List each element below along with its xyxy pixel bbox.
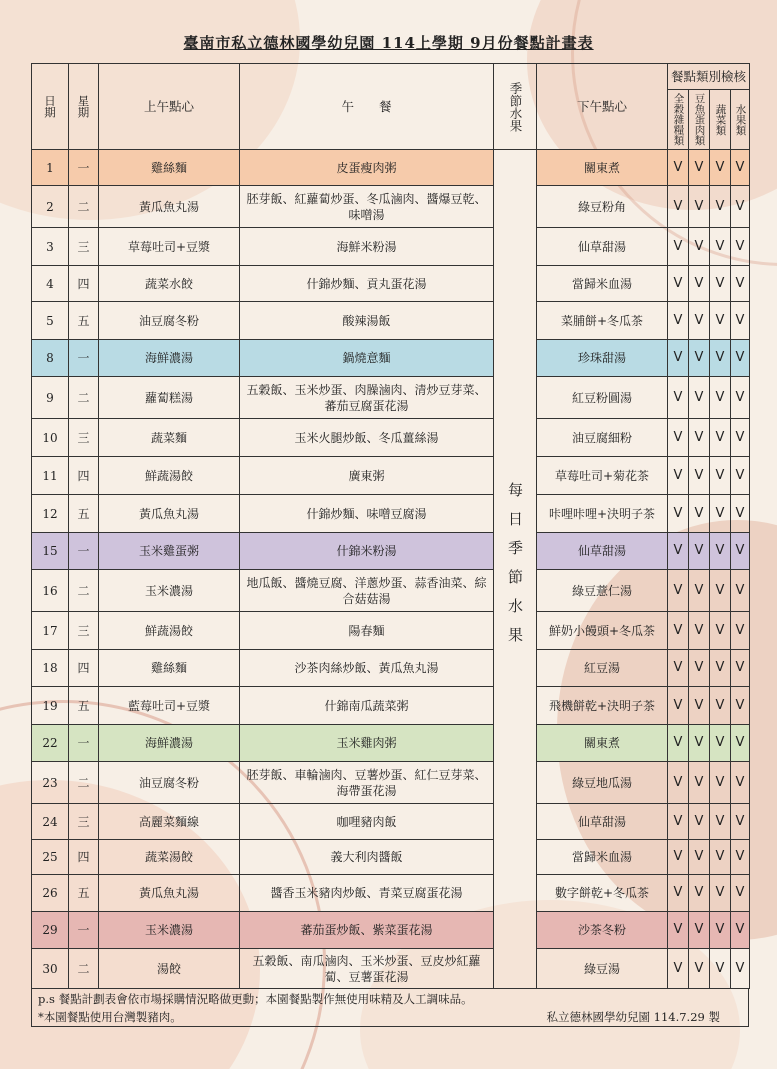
- cell-afternoon-snack: 綠豆地瓜湯: [537, 762, 668, 804]
- check-mark: V: [689, 495, 710, 533]
- check-mark: V: [710, 377, 731, 419]
- check-mark: V: [689, 570, 710, 612]
- cell-afternoon-snack: 綠豆薏仁湯: [537, 570, 668, 612]
- check-mark: V: [710, 228, 731, 266]
- cell-weekday: 三: [69, 419, 99, 457]
- cell-lunch: 什錦米粉湯: [240, 533, 494, 570]
- check-mark: V: [668, 570, 689, 612]
- cell-afternoon-snack: 草莓吐司+菊花茶: [537, 457, 668, 495]
- cell-lunch: 什錦炒麵、味噌豆腐湯: [240, 495, 494, 533]
- check-mark: V: [668, 612, 689, 650]
- check-mark: V: [710, 570, 731, 612]
- cell-date: 22: [32, 725, 69, 762]
- check-mark: V: [731, 840, 750, 875]
- header-afternoon-snack: 下午點心: [537, 64, 668, 150]
- check-mark: V: [731, 804, 750, 840]
- menu-row: [32, 495, 750, 533]
- check-mark: V: [731, 457, 750, 495]
- check-mark: V: [689, 804, 710, 840]
- cell-lunch: 蕃茄蛋炒飯、紫菜蛋花湯: [240, 912, 494, 949]
- cell-morning-snack: 玉米濃湯: [99, 912, 240, 949]
- check-mark: V: [710, 687, 731, 725]
- cell-date: 5: [32, 302, 69, 340]
- check-mark: V: [668, 949, 689, 989]
- cell-morning-snack: 海鮮濃湯: [99, 340, 240, 377]
- cell-date: 19: [32, 687, 69, 725]
- check-mark: V: [731, 650, 750, 687]
- cell-lunch: 玉米火腿炒飯、冬瓜薑絲湯: [240, 419, 494, 457]
- cell-weekday: 二: [69, 570, 99, 612]
- check-mark: V: [731, 228, 750, 266]
- cell-weekday: 二: [69, 377, 99, 419]
- menu-row: [32, 186, 750, 228]
- cell-afternoon-snack: 數字餅乾+冬瓜茶: [537, 875, 668, 912]
- check-mark: V: [689, 186, 710, 228]
- cell-morning-snack: 玉米濃湯: [99, 570, 240, 612]
- cell-morning-snack: 海鮮濃湯: [99, 725, 240, 762]
- check-mark: V: [689, 457, 710, 495]
- cell-weekday: 三: [69, 612, 99, 650]
- check-mark: V: [668, 840, 689, 875]
- cell-morning-snack: 蔬菜湯餃: [99, 840, 240, 875]
- cell-date: 4: [32, 266, 69, 302]
- meal-plan-table: [31, 63, 750, 989]
- check-mark: V: [710, 266, 731, 302]
- check-mark: V: [731, 340, 750, 377]
- menu-row: [32, 725, 750, 762]
- cell-weekday: 一: [69, 533, 99, 570]
- check-mark: V: [668, 419, 689, 457]
- menu-row: [32, 612, 750, 650]
- cell-lunch: 五穀飯、南瓜滷肉、玉米炒蛋、豆皮炒紅蘿蔔、豆薯蛋花湯: [240, 949, 494, 989]
- cell-weekday: 五: [69, 687, 99, 725]
- cell-morning-snack: 藍莓吐司+豆漿: [99, 687, 240, 725]
- header-weekday: 星期: [69, 64, 99, 150]
- cell-lunch: 咖哩豬肉飯: [240, 804, 494, 840]
- check-mark: V: [731, 495, 750, 533]
- check-mark: V: [710, 533, 731, 570]
- cell-date: 1: [32, 150, 69, 186]
- cell-lunch: 什錦炒麵、貢丸蛋花湯: [240, 266, 494, 302]
- cell-morning-snack: 蘿蔔糕湯: [99, 377, 240, 419]
- check-mark: V: [689, 302, 710, 340]
- check-mark: V: [668, 912, 689, 949]
- cell-date: 8: [32, 340, 69, 377]
- cell-date: 15: [32, 533, 69, 570]
- cell-date: 10: [32, 419, 69, 457]
- cell-lunch: 皮蛋瘦肉粥: [240, 150, 494, 186]
- menu-row: [32, 266, 750, 302]
- check-mark: V: [668, 186, 689, 228]
- cell-morning-snack: 油豆腐冬粉: [99, 762, 240, 804]
- check-mark: V: [689, 725, 710, 762]
- cell-afternoon-snack: 紅豆粉圓湯: [537, 377, 668, 419]
- cell-date: 30: [32, 949, 69, 989]
- menu-row: [32, 804, 750, 840]
- check-mark: V: [731, 725, 750, 762]
- footer-note-2: *本園餐點使用台灣製豬肉。: [38, 1010, 182, 1024]
- cell-afternoon-snack: 珍珠甜湯: [537, 340, 668, 377]
- cell-weekday: 四: [69, 650, 99, 687]
- menu-row: [32, 419, 750, 457]
- check-mark: V: [731, 533, 750, 570]
- cell-date: 2: [32, 186, 69, 228]
- check-mark: V: [668, 377, 689, 419]
- check-mark: V: [689, 912, 710, 949]
- page-title: 臺南市私立德林國學幼兒園 114上學期 9月份餐點計畫表: [183, 34, 594, 52]
- cell-date: 29: [32, 912, 69, 949]
- check-mark: V: [668, 340, 689, 377]
- check-mark: V: [710, 912, 731, 949]
- seasonal-fruit-text: 每日季節水果: [506, 482, 524, 656]
- menu-row: [32, 570, 750, 612]
- check-mark: V: [689, 266, 710, 302]
- cell-afternoon-snack: 仙草甜湯: [537, 533, 668, 570]
- check-mark: V: [710, 650, 731, 687]
- cell-lunch: 海鮮米粉湯: [240, 228, 494, 266]
- check-mark: V: [689, 840, 710, 875]
- menu-row: [32, 875, 750, 912]
- cell-lunch: 胚芽飯、紅蘿蔔炒蛋、冬瓜滷肉、醬爆豆乾、味噌湯: [240, 186, 494, 228]
- cell-afternoon-snack: 菜脯餅+冬瓜茶: [537, 302, 668, 340]
- check-mark: V: [710, 804, 731, 840]
- check-mark: V: [668, 266, 689, 302]
- check-mark: V: [710, 340, 731, 377]
- header-seasonal-fruit: 季節水果: [494, 64, 537, 150]
- menu-row: [32, 650, 750, 687]
- cell-date: 3: [32, 228, 69, 266]
- cell-seasonal-fruit: [494, 150, 537, 989]
- cell-lunch: 沙茶肉絲炒飯、黃瓜魚丸湯: [240, 650, 494, 687]
- check-mark: V: [731, 302, 750, 340]
- cell-lunch: 什錦南瓜蔬菜粥: [240, 687, 494, 725]
- header-category-check: 餐點類別檢核: [668, 64, 750, 90]
- cell-morning-snack: 黃瓜魚丸湯: [99, 186, 240, 228]
- check-mark: V: [689, 762, 710, 804]
- cell-morning-snack: 草莓吐司+豆漿: [99, 228, 240, 266]
- cell-lunch: 玉米雞肉粥: [240, 725, 494, 762]
- cell-date: 23: [32, 762, 69, 804]
- header-date: 日期: [32, 64, 69, 150]
- cell-morning-snack: 雞絲麵: [99, 650, 240, 687]
- cell-morning-snack: 鮮蔬湯餃: [99, 457, 240, 495]
- check-mark: V: [668, 804, 689, 840]
- check-mark: V: [668, 302, 689, 340]
- check-mark: V: [668, 457, 689, 495]
- menu-row: [32, 228, 750, 266]
- cell-weekday: 三: [69, 228, 99, 266]
- header-cat-grains: 全穀雜糧類: [668, 90, 689, 150]
- cell-date: 18: [32, 650, 69, 687]
- check-mark: V: [710, 186, 731, 228]
- check-mark: V: [689, 533, 710, 570]
- cell-date: 24: [32, 804, 69, 840]
- menu-row: [32, 533, 750, 570]
- check-mark: V: [668, 150, 689, 186]
- menu-row: [32, 302, 750, 340]
- check-mark: V: [710, 840, 731, 875]
- cell-morning-snack: 鮮蔬湯餃: [99, 612, 240, 650]
- cell-afternoon-snack: 當歸米血湯: [537, 840, 668, 875]
- menu-row: [32, 912, 750, 949]
- cell-lunch: 地瓜飯、醬燒豆腐、洋蔥炒蛋、蒜香油菜、綜合菇菇湯: [240, 570, 494, 612]
- check-mark: V: [731, 875, 750, 912]
- header-lunch: 午 餐: [240, 64, 494, 150]
- cell-weekday: 四: [69, 266, 99, 302]
- check-mark: V: [710, 612, 731, 650]
- check-mark: V: [731, 949, 750, 989]
- cell-lunch: 陽春麵: [240, 612, 494, 650]
- check-mark: V: [731, 186, 750, 228]
- menu-row: [32, 377, 750, 419]
- menu-row: [32, 687, 750, 725]
- footer-notes: [31, 988, 749, 1027]
- cell-weekday: 四: [69, 840, 99, 875]
- cell-afternoon-snack: 仙草甜湯: [537, 228, 668, 266]
- cell-weekday: 四: [69, 457, 99, 495]
- check-mark: V: [710, 762, 731, 804]
- cell-morning-snack: 黃瓜魚丸湯: [99, 875, 240, 912]
- cell-morning-snack: 蔬菜麵: [99, 419, 240, 457]
- cell-lunch: 胚芽飯、車輪滷肉、豆薯炒蛋、紅仁豆芽菜、海帶蛋花湯: [240, 762, 494, 804]
- cell-weekday: 一: [69, 340, 99, 377]
- check-mark: V: [689, 150, 710, 186]
- cell-afternoon-snack: 鮮奶小饅頭+冬瓜茶: [537, 612, 668, 650]
- cell-weekday: 二: [69, 949, 99, 989]
- cell-morning-snack: 黃瓜魚丸湯: [99, 495, 240, 533]
- check-mark: V: [731, 419, 750, 457]
- cell-afternoon-snack: 當歸米血湯: [537, 266, 668, 302]
- menu-row: [32, 840, 750, 875]
- cell-afternoon-snack: 油豆腐細粉: [537, 419, 668, 457]
- cell-lunch: 廣東粥: [240, 457, 494, 495]
- cell-morning-snack: 高麗菜麵線: [99, 804, 240, 840]
- check-mark: V: [710, 725, 731, 762]
- check-mark: V: [689, 340, 710, 377]
- cell-date: 25: [32, 840, 69, 875]
- check-mark: V: [731, 377, 750, 419]
- cell-weekday: 五: [69, 495, 99, 533]
- header-cat-vegetable: 蔬菜類: [710, 90, 731, 150]
- cell-afternoon-snack: 關東煮: [537, 725, 668, 762]
- check-mark: V: [731, 912, 750, 949]
- header-cat-fruit: 水果類: [731, 90, 750, 150]
- menu-row: [32, 949, 750, 989]
- cell-lunch: 酸辣湯飯: [240, 302, 494, 340]
- check-mark: V: [668, 725, 689, 762]
- cell-weekday: 三: [69, 804, 99, 840]
- cell-weekday: 二: [69, 762, 99, 804]
- check-mark: V: [668, 650, 689, 687]
- check-mark: V: [668, 875, 689, 912]
- check-mark: V: [668, 495, 689, 533]
- cell-lunch: 鍋燒意麵: [240, 340, 494, 377]
- check-mark: V: [689, 377, 710, 419]
- footer-signature: 私立德林國學幼兒園 114.7.29 製: [546, 1010, 720, 1024]
- cell-date: 9: [32, 377, 69, 419]
- cell-morning-snack: 蔬菜水餃: [99, 266, 240, 302]
- menu-row: [32, 762, 750, 804]
- cell-morning-snack: 油豆腐冬粉: [99, 302, 240, 340]
- check-mark: V: [731, 266, 750, 302]
- cell-afternoon-snack: 沙茶冬粉: [537, 912, 668, 949]
- cell-date: 16: [32, 570, 69, 612]
- header-morning-snack: 上午點心: [99, 64, 240, 150]
- check-mark: V: [710, 419, 731, 457]
- menu-row: [32, 340, 750, 377]
- cell-afternoon-snack: 紅豆湯: [537, 650, 668, 687]
- cell-weekday: 一: [69, 150, 99, 186]
- check-mark: V: [731, 150, 750, 186]
- cell-afternoon-snack: 咔哩咔哩+決明子茶: [537, 495, 668, 533]
- cell-date: 11: [32, 457, 69, 495]
- check-mark: V: [710, 875, 731, 912]
- cell-lunch: 醬香玉米豬肉炒飯、青菜豆腐蛋花湯: [240, 875, 494, 912]
- check-mark: V: [710, 150, 731, 186]
- check-mark: V: [689, 687, 710, 725]
- check-mark: V: [689, 612, 710, 650]
- check-mark: V: [689, 949, 710, 989]
- check-mark: V: [731, 687, 750, 725]
- cell-afternoon-snack: 綠豆湯: [537, 949, 668, 989]
- check-mark: V: [668, 228, 689, 266]
- cell-afternoon-snack: 綠豆粉角: [537, 186, 668, 228]
- cell-date: 26: [32, 875, 69, 912]
- cell-date: 12: [32, 495, 69, 533]
- check-mark: V: [689, 419, 710, 457]
- cell-morning-snack: 湯餃: [99, 949, 240, 989]
- check-mark: V: [710, 495, 731, 533]
- cell-lunch: 義大利肉醬飯: [240, 840, 494, 875]
- cell-weekday: 一: [69, 912, 99, 949]
- check-mark: V: [710, 302, 731, 340]
- check-mark: V: [710, 457, 731, 495]
- cell-weekday: 二: [69, 186, 99, 228]
- check-mark: V: [689, 650, 710, 687]
- cell-weekday: 五: [69, 875, 99, 912]
- cell-weekday: 一: [69, 725, 99, 762]
- check-mark: V: [731, 612, 750, 650]
- check-mark: V: [668, 687, 689, 725]
- cell-lunch: 五穀飯、玉米炒蛋、肉臊滷肉、清炒豆芽菜、蕃茄豆腐蛋花湯: [240, 377, 494, 419]
- check-mark: V: [668, 762, 689, 804]
- check-mark: V: [731, 570, 750, 612]
- footer-note-1: p.s 餐點計劃表會依市場採購情況略做更動；本園餐點製作無使用味精及人工調味品。: [38, 992, 473, 1006]
- cell-afternoon-snack: 關東煮: [537, 150, 668, 186]
- check-mark: V: [710, 949, 731, 989]
- header-cat-protein: 豆魚蛋肉類: [689, 90, 710, 150]
- check-mark: V: [731, 762, 750, 804]
- menu-row: [32, 457, 750, 495]
- cell-afternoon-snack: 仙草甜湯: [537, 804, 668, 840]
- cell-morning-snack: 玉米雞蛋粥: [99, 533, 240, 570]
- cell-weekday: 五: [69, 302, 99, 340]
- menu-row: [32, 150, 750, 186]
- cell-morning-snack: 雞絲麵: [99, 150, 240, 186]
- check-mark: V: [668, 533, 689, 570]
- check-mark: V: [689, 875, 710, 912]
- check-mark: V: [689, 228, 710, 266]
- cell-date: 17: [32, 612, 69, 650]
- cell-afternoon-snack: 飛機餅乾+決明子茶: [537, 687, 668, 725]
